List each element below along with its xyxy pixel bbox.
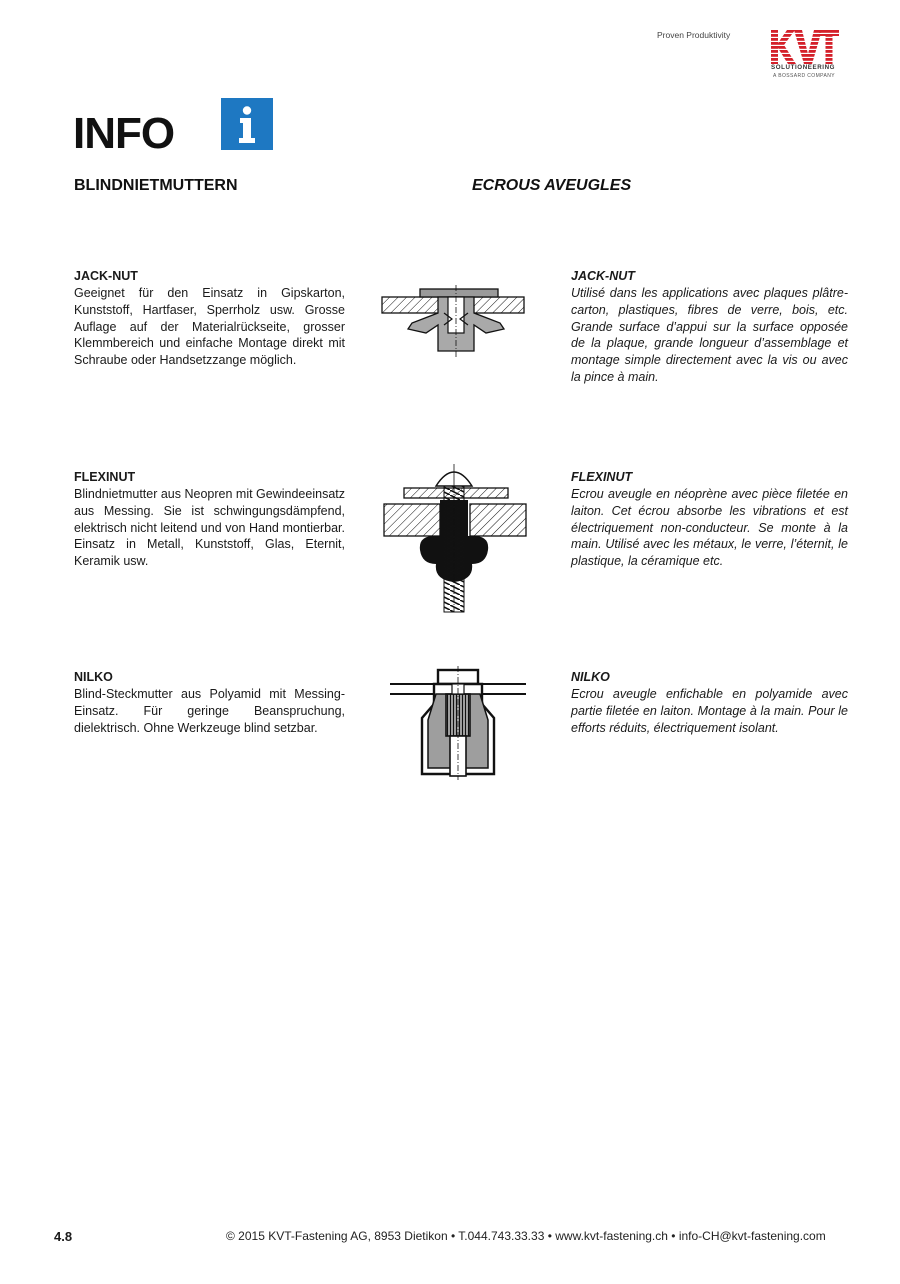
item-de-flexinut [74,469,345,570]
nilko-diagram-icon [386,664,530,780]
item-text: Geeignet für den Einsatz in Gipskarton, Kunststoff, Hartfaser, Sperrholz usw. Grosse Auflage auf der Materialrückseite, grosser Klemmbereich und einfache Montage direkt mit Schraube oder Handsetzzange möglich. [74,286,345,368]
item-title: NILKO [74,670,113,684]
item-text: Ecrou aveugle enfichable en polyamide avec partie filetée en laiton. Montage à la main. Pour le efforts réduits, électriquement isolant. [571,687,848,735]
item-fr-nilko [571,669,848,736]
item-text: Blind-Steckmutter aus Polyamid mit Messing-Einsatz. Für geringe Beanspruchung, dielektrisch. Ohne Werkzeuge blind setzbar. [74,687,345,735]
tagline: Proven Produktivity [657,30,731,40]
item-text: Utilisé dans les applications avec plaques plâtre-carton, plastiques, fibres de verre, bois, etc. Grande surface d’appui sur la surface opposée de la plaque, grande longueur d’assemblage et montage simple directement avec la vis ou avec la pince à main. [571,286,848,384]
item-title: JACK-NUT [74,269,138,283]
item-text: Blindnietmutter aus Neopren mit Gewindeeinsatz aus Messing. Sie ist schwingungsdämpfend, elektrisch nicht leitend und von Hand montierbar. Einsatz in Metall, Kunststoff, Glas, Eternit, Keramik usw. [74,487,345,569]
section-heading-de: BLINDNIETMUTTERN [74,177,238,194]
page-title: INFO [73,109,175,158]
footer-contact: © 2015 KVT-Fastening AG, 8953 Dietikon • T.044.743.33.33 • www.kvt-fastening.ch • info-CH@kvt-fastening.com [226,1229,826,1243]
page-number: 4.8 [54,1229,73,1244]
item-de-jack-nut [74,268,345,369]
kvt-logo-icon [771,30,839,64]
item-text: Ecrou aveugle en néoprène avec pièce filetée en laiton. Cet écrou absorbe les vibrations et est électriquement non-conducteur. Se monte à la main. Utilisé avec les métaux, le verre, l’éternit, le plastique, la céramique etc. [571,487,848,569]
item-title: NILKO [571,670,610,684]
item-title: JACK-NUT [571,269,635,283]
logo-subtitle: SOLUTIONEERING [771,64,836,71]
item-fr-flexinut [571,469,848,570]
info-icon [221,98,273,150]
item-title: FLEXINUT [571,470,633,484]
logo-company-line: A BOSSARD COMPANY [773,73,835,79]
section-heading-fr: ECROUS AVEUGLES [472,177,632,194]
jack-nut-diagram-icon [378,283,528,363]
item-fr-jack-nut [571,268,848,386]
flexinut-diagram-icon [380,460,530,616]
kvt-logo [771,30,839,82]
item-title: FLEXINUT [74,470,136,484]
item-de-nilko [74,669,345,736]
